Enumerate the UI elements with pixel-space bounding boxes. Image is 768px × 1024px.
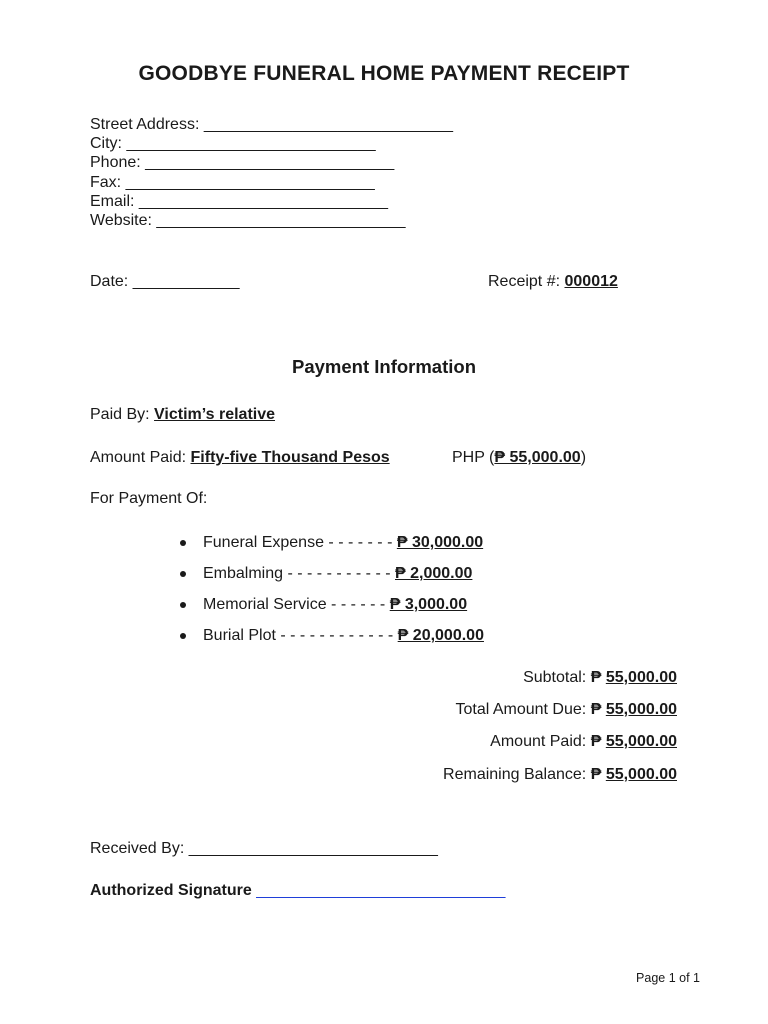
city-field — [90, 134, 453, 153]
fax-field — [90, 173, 453, 192]
item-label: Burial Plot — [203, 627, 276, 644]
subtotal-amount: 55,000.00 — [605, 669, 677, 686]
for-payment-of-label: For Payment Of: — [90, 490, 208, 507]
city-label: City: — [90, 135, 122, 153]
contact-block — [90, 115, 453, 230]
bullet-icon — [180, 540, 186, 546]
signature-line: ____________________________ — [256, 882, 506, 899]
amount-paid-number: ₱ 55,000.00 — [494, 449, 581, 466]
bullet-icon — [180, 602, 186, 608]
phone-value: ____________________________ — [145, 154, 395, 172]
receipt-number-label: Receipt #: — [488, 273, 561, 290]
paid-by-value: Victim’s relative — [154, 406, 276, 423]
amount-paid-words: Fifty-five Thousand Pesos — [190, 449, 390, 466]
item-dashes: - - - - - - - — [328, 534, 393, 551]
item-dashes: - - - - - - — [331, 596, 386, 613]
amount-paid-words-field — [90, 449, 390, 467]
payment-item — [203, 627, 484, 645]
fax-label: Fax: — [90, 173, 122, 191]
amount-paid-number-field — [452, 449, 586, 467]
street-address-label: Street Address: — [90, 116, 200, 133]
amount-paid-label: Amount Paid: — [90, 449, 187, 466]
payment-item — [203, 596, 467, 614]
date-value: ____________ — [132, 273, 240, 290]
item-amount: ₱ 3,000.00 — [389, 596, 468, 613]
remaining-balance-amount: 55,000.00 — [605, 766, 677, 783]
street-address-value: ____________________________ — [203, 116, 453, 133]
city-value: ____________________________ — [126, 135, 376, 153]
email-value: ____________________________ — [138, 192, 389, 210]
signature-label: Authorized Signature — [90, 882, 252, 899]
email-label: Email: — [90, 192, 135, 210]
fax-value: ____________________________ — [125, 173, 375, 191]
currency-symbol: ₱ — [590, 733, 602, 750]
amount-paid-total: 55,000.00 — [605, 733, 677, 750]
date-label: Date: — [90, 273, 129, 290]
item-dashes: - - - - - - - - - - - — [287, 565, 391, 582]
amount-paid-row — [490, 733, 677, 751]
item-amount: ₱ 30,000.00 — [396, 534, 484, 551]
payment-item — [203, 534, 483, 552]
remaining-balance-row — [443, 766, 677, 784]
item-label: Funeral Expense — [203, 534, 324, 551]
bullet-icon — [180, 571, 186, 577]
currency-suffix: ) — [580, 449, 587, 466]
total-due-row — [455, 701, 677, 719]
received-by-line: ____________________________ — [188, 840, 438, 857]
total-due-amount: 55,000.00 — [605, 701, 677, 718]
total-due-label: Total Amount Due: — [455, 701, 587, 718]
subtotal-label: Subtotal: — [523, 669, 587, 686]
remaining-balance-label: Remaining Balance: — [443, 766, 587, 783]
payment-information-heading: Payment Information — [292, 356, 476, 377]
currency-prefix: PHP ( — [452, 449, 495, 466]
item-label: Memorial Service — [203, 596, 327, 613]
website-field — [90, 211, 453, 230]
signature-field — [90, 882, 505, 900]
receipt-title: GOODBYE FUNERAL HOME PAYMENT RECEIPT — [138, 62, 630, 85]
website-label: Website: — [90, 212, 152, 230]
received-by-label: Received By: — [90, 840, 185, 857]
subtotal-row — [523, 669, 677, 687]
phone-field — [90, 153, 453, 172]
received-by-field — [90, 840, 438, 858]
amount-paid-total-label: Amount Paid: — [490, 733, 587, 750]
paid-by-field — [90, 406, 275, 424]
page-number: Page 1 of 1 — [636, 971, 700, 985]
email-field — [90, 192, 453, 211]
receipt-number-value: 000012 — [564, 273, 618, 290]
currency-symbol: ₱ — [590, 701, 602, 718]
item-amount: ₱ 2,000.00 — [395, 565, 473, 582]
receipt-number-field — [488, 273, 618, 291]
item-label: Embalming — [203, 565, 284, 582]
item-dashes: - - - - - - - - - - - - — [280, 627, 394, 644]
phone-label: Phone: — [90, 154, 141, 172]
currency-symbol: ₱ — [590, 669, 602, 686]
item-amount: ₱ 20,000.00 — [397, 627, 484, 644]
paid-by-label: Paid By: — [90, 406, 150, 423]
bullet-icon — [180, 633, 186, 639]
date-field — [90, 273, 239, 291]
street-address-field — [90, 115, 453, 134]
website-value: ____________________________ — [156, 212, 406, 230]
payment-item — [203, 565, 472, 583]
currency-symbol: ₱ — [590, 766, 602, 783]
